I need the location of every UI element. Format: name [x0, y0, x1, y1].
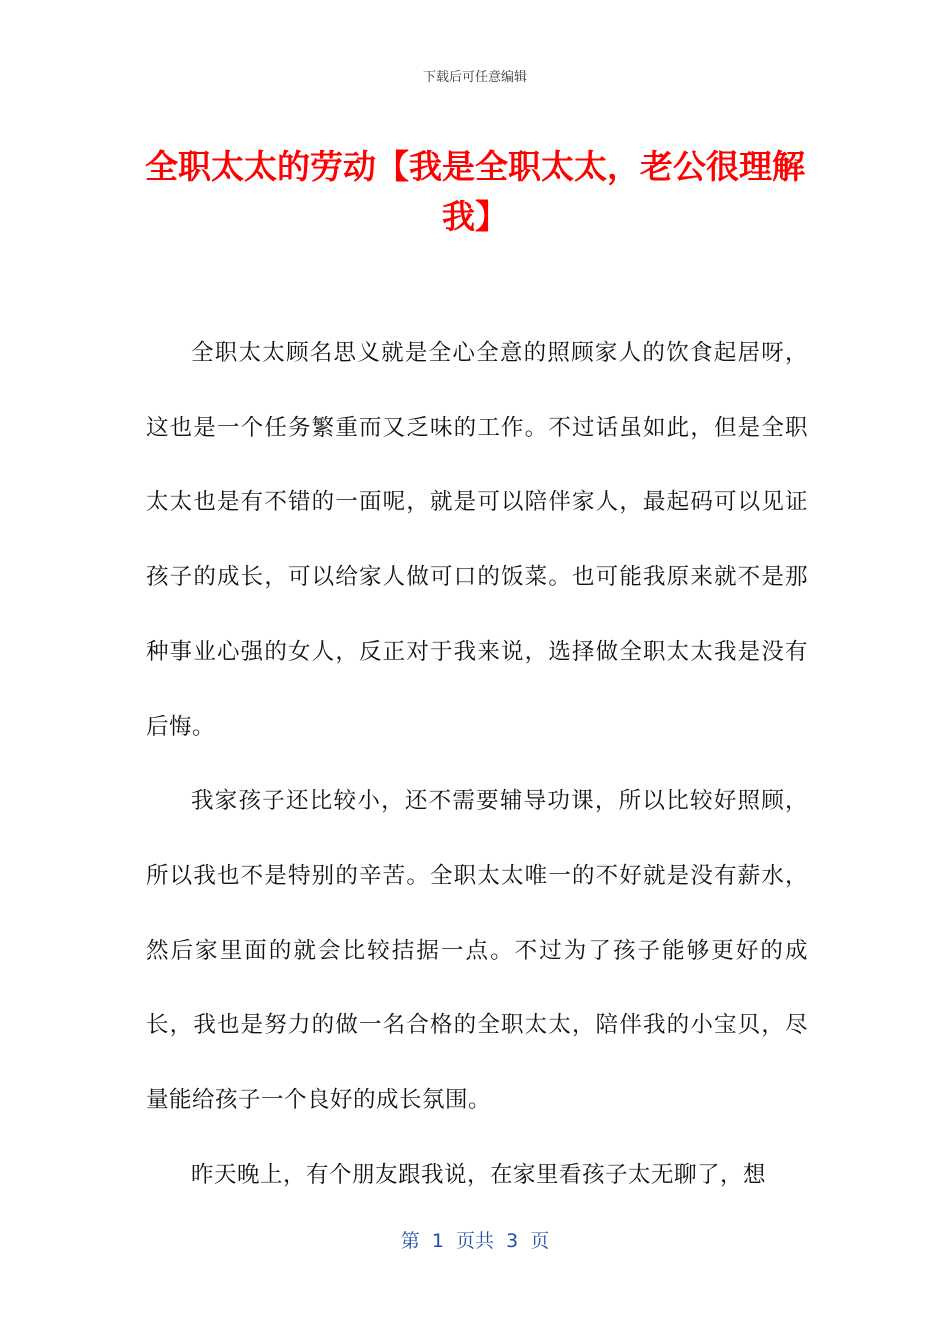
paragraph: 昨天晚上，有个朋友跟我说，在家里看孩子太无聊了，想 [191, 1161, 767, 1188]
header-note: 下载后可任意编辑 [422, 70, 527, 85]
paragraph: 全职太太顾名思义就是全心全意的照顾家人的饮食起居呀，这也是一个任务繁重而又乏味的工作。不过话虽如此，但是全职太太也是有不错的一面呢，就是可以陪伴家人，最起码可以见证孩子的成长，可以给家人做可口的饭菜。也可能我原来就不是那种事业心强的女人，反正对于我来说，选择做全职太太我是没有后悔。 [146, 340, 808, 740]
document-body [146, 316, 808, 1212]
document-title: 全职太太的劳动【我是全职太太，老公很理解我】 [145, 147, 805, 236]
page-number-footer: 第 1 页共 3 页 [400, 1230, 550, 1252]
paragraph: 我家孩子还比较小，还不需要辅导功课，所以比较好照顾，所以我也不是特别的辛苦。全职太太唯一的不好就是没有薪水，然后家里面的就会比较拮据一点。不过为了孩子能够更好的成长，我也是努力的做一名合格的全职太太，陪伴我的小宝贝，尽量能给孩子一个良好的成长氛围。 [146, 788, 808, 1114]
